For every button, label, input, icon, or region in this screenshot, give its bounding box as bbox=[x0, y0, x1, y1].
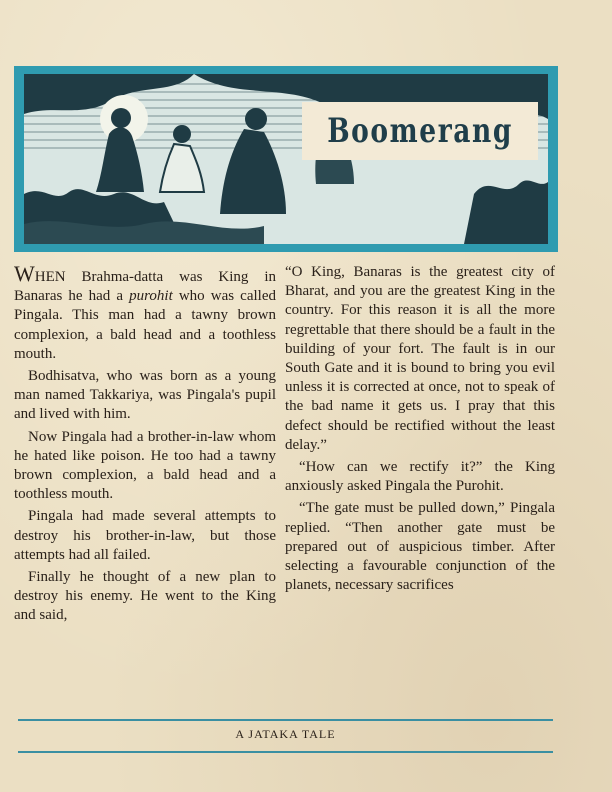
story-paragraph: Now Pingala had a brother-in-law whom he hated like poison. He too had a tawny brown complexion, a bald head and a toothless mouth. bbox=[14, 428, 276, 503]
footer-rule-top bbox=[18, 719, 553, 721]
italic-term: purohit bbox=[129, 288, 173, 305]
story-paragraph: Finally he thought of a new plan to destroy his enemy. He went to the King and said, bbox=[14, 569, 276, 624]
footer-rule-bottom bbox=[18, 751, 553, 753]
story-paragraph: Pingala had made several attempts to destroy his brother-in-law, but those attempts had all failed. bbox=[14, 508, 276, 563]
story-column-left bbox=[14, 263, 276, 629]
story-paragraph: “O King, Banaras is the greatest city of Bharat, and you are the greatest King in the country. For this reason it is all the more regrettable that there should be a fault in the building of your fort. The fault is in our South Gate and it is bound to bring you evil unless it is corrected at once, not to speak of the bad name it gets us. I pray that this defect should be rectified without the least delay.” bbox=[285, 264, 555, 453]
footer-label: A JATAKA TALE bbox=[235, 727, 336, 741]
story-paragraph: “The gate must be pulled down,” Pingala replied. “Then another gate must be prepared out of auspicious timber. After selecting a favourable conjunction of the planets, necessary sacrifices bbox=[285, 500, 555, 594]
story-paragraph: “How can we rectify it?” the King anxiously asked Pingala the Purohit. bbox=[285, 459, 555, 495]
story-title-box bbox=[302, 102, 538, 160]
story-paragraph: Bodhisatva, who was born as a young man named Takkariya, was Pingala's pupil and lived with him. bbox=[14, 368, 276, 423]
story-paragraph: WHEN Brahma-datta was King in Banaras he had a purohit who was called Pingala. This man had a tawny brown complexion, a bald head and a toothless mouth. bbox=[14, 261, 276, 362]
story-title: Boomerang bbox=[327, 111, 513, 151]
story-column-right bbox=[285, 263, 555, 598]
drop-cap: W bbox=[14, 261, 35, 286]
